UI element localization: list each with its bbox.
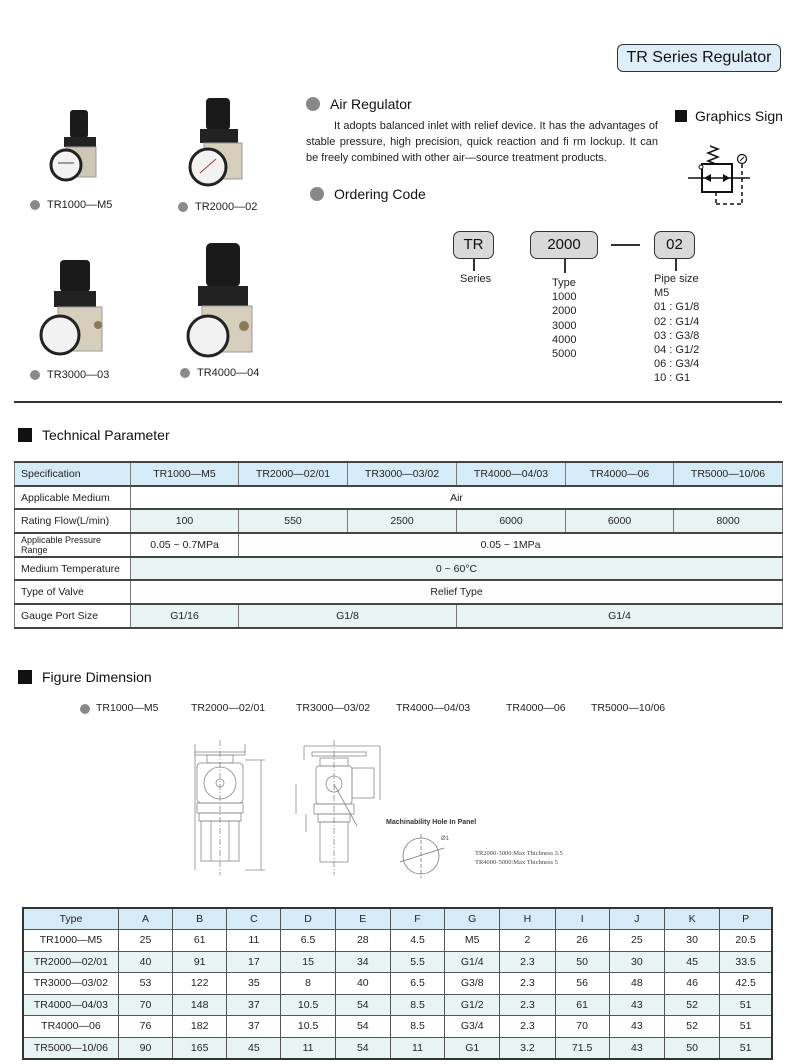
thickness-notes: TR2000-3000:Max Thichness 3.5 TR4000-5000:Max Thichness 5 [475, 850, 563, 866]
cell: 2.3 [500, 1016, 555, 1038]
cell: 43 [609, 994, 664, 1016]
square-bullet-icon [18, 670, 32, 684]
bullet-dot-icon [80, 704, 90, 714]
cell: 2.3 [500, 951, 555, 973]
bullet-dot-icon [180, 368, 190, 378]
header-cell: E [335, 908, 390, 930]
cell: 56 [555, 973, 609, 995]
table-row [15, 486, 783, 510]
cell: 2500 [348, 509, 457, 533]
row-label: TR4000—04/03 [23, 994, 118, 1016]
air-regulator-description: It adopts balanced inlet with relief device. It has the advantages of stable pressure, high precision, quick reaction and fi rm lockup. It can be freely combined with other air—source treatment products. [306, 120, 658, 164]
cell: 52 [664, 1016, 719, 1038]
cell: 43 [609, 1037, 664, 1059]
table-row [15, 557, 783, 581]
cell: 50 [555, 951, 609, 973]
cell: 6.5 [281, 930, 335, 952]
type-list: Type 1000 2000 3000 4000 5000 [552, 277, 577, 361]
header-cell: B [173, 908, 227, 930]
cell: 6000 [457, 509, 566, 533]
cell: 90 [118, 1037, 172, 1059]
row-label: Type of Valve [15, 580, 131, 604]
cell: 25 [118, 930, 172, 952]
cell: 76 [118, 1016, 172, 1038]
row-label: TR2000—02/01 [23, 951, 118, 973]
connector-line [675, 259, 677, 271]
cell: G1/4 [457, 604, 783, 628]
header-cell: F [390, 908, 444, 930]
cell: Relief Type [131, 580, 783, 604]
cell: 48 [609, 973, 664, 995]
model-label: TR3000—03/02 [296, 702, 371, 714]
cell: 54 [335, 1037, 390, 1059]
dimension-table [22, 907, 773, 1060]
model-label: TR4000—04/03 [396, 702, 471, 714]
cell: 8000 [674, 509, 783, 533]
cell: 50 [664, 1037, 719, 1059]
table-row [23, 930, 772, 952]
header-cell: A [118, 908, 172, 930]
cell: 40 [118, 951, 172, 973]
cell: 52 [664, 994, 719, 1016]
product-label: TR1000—M5 [30, 199, 112, 211]
cell: 11 [227, 930, 281, 952]
cell: 33.5 [720, 951, 772, 973]
cell: 34 [335, 951, 390, 973]
row-label: TR3000—03/02 [23, 973, 118, 995]
cell: 26 [555, 930, 609, 952]
cell: 122 [173, 973, 227, 995]
table-row [23, 994, 772, 1016]
ordering-code-heading: Ordering Code [310, 186, 426, 202]
cell: 51 [720, 1037, 772, 1059]
side-view-drawing [292, 740, 392, 880]
series-code-box: TR [453, 231, 494, 259]
header-cell: TR1000—M5 [131, 462, 239, 486]
header-cell: H [500, 908, 555, 930]
cell: 2.3 [500, 973, 555, 995]
header-cell: TR3000—03/02 [348, 462, 457, 486]
header-cell: C [227, 908, 281, 930]
pipe-code-box: 02 [654, 231, 695, 259]
cell: 51 [720, 994, 772, 1016]
row-label: Medium Temperature [15, 557, 131, 581]
cell: 45 [664, 951, 719, 973]
cell: 37 [227, 994, 281, 1016]
cell: 30 [609, 951, 664, 973]
header-cell: K [664, 908, 719, 930]
cell: 8.5 [390, 994, 444, 1016]
header-cell: TR4000—04/03 [457, 462, 566, 486]
graphics-sign-heading: Graphics Sign [675, 108, 783, 124]
product-label: TR2000—02 [178, 201, 258, 213]
model-label: TR4000—06 [506, 702, 566, 714]
header-cell: I [555, 908, 609, 930]
bullet-dot-icon [310, 187, 324, 201]
cell: 71.5 [555, 1037, 609, 1059]
header-cell: TR2000—02/01 [239, 462, 348, 486]
cell: 148 [173, 994, 227, 1016]
connector-line [473, 259, 475, 271]
cell: 8.5 [390, 1016, 444, 1038]
panel-hole-diameter: Ø1 [441, 836, 450, 842]
table-header-row [23, 908, 772, 930]
row-label: Applicable Pressure Range [15, 533, 131, 557]
cell: 2 [500, 930, 555, 952]
cell: 43 [609, 1016, 664, 1038]
row-label: TR5000—10/06 [23, 1037, 118, 1059]
table-row [15, 580, 783, 604]
header-cell: TR5000—10/06 [674, 462, 783, 486]
cell: G3/8 [445, 973, 500, 995]
cell: 10.5 [281, 994, 335, 1016]
cell: 550 [239, 509, 348, 533]
technical-parameter-table [14, 461, 783, 629]
row-label: TR4000—06 [23, 1016, 118, 1038]
cell: 70 [118, 994, 172, 1016]
cell: Air [131, 486, 783, 510]
header-cell: D [281, 908, 335, 930]
cell: 70 [555, 1016, 609, 1038]
cell: 0 ~ 60°C [131, 557, 783, 581]
square-bullet-icon [675, 110, 687, 122]
cell: 11 [281, 1037, 335, 1059]
header-cell: TR4000—06 [566, 462, 674, 486]
row-label: TR1000—M5 [23, 930, 118, 952]
cell: M5 [445, 930, 500, 952]
table-row [15, 604, 783, 628]
cell: 35 [227, 973, 281, 995]
product-tr1000 [30, 105, 112, 211]
cell: 10.5 [281, 1016, 335, 1038]
cell: 46 [664, 973, 719, 995]
pipe-size-list: Pipe size M5 01 : G1/8 02 : G1/4 03 : G3/8 04 : G1/2 06 : G3/4 10 : G1 [654, 273, 700, 385]
figure-dimension-heading: Figure Dimension [18, 669, 152, 685]
cell: 8 [281, 973, 335, 995]
cell: 182 [173, 1016, 227, 1038]
model-label: TR5000—10/06 [591, 702, 666, 714]
bullet-dot-icon [178, 202, 188, 212]
cell: 5.5 [390, 951, 444, 973]
cell: 54 [335, 994, 390, 1016]
table-row [23, 973, 772, 995]
table-row [15, 509, 783, 533]
series-label: Series [460, 273, 492, 285]
code-dash [611, 244, 640, 246]
product-label: TR3000—03 [30, 369, 120, 381]
header-cell: Type [23, 908, 118, 930]
row-label: Gauge Port Size [15, 604, 131, 628]
panel-hole-label: Machinability Hole In Panel [386, 819, 477, 826]
cell: 54 [335, 1016, 390, 1038]
cell: 51 [720, 1016, 772, 1038]
connector-line [564, 259, 566, 273]
cell: 165 [173, 1037, 227, 1059]
regulator-image [30, 105, 110, 195]
regulator-symbol-icon [688, 140, 778, 210]
cell: 25 [609, 930, 664, 952]
regulator-image [30, 255, 120, 365]
cell: G1/16 [131, 604, 239, 628]
cell: 30 [664, 930, 719, 952]
cell: 6000 [566, 509, 674, 533]
product-tr4000 [180, 240, 270, 379]
cell: 91 [173, 951, 227, 973]
cell: 0.05 ~ 1MPa [239, 533, 783, 557]
cell: 11 [390, 1037, 444, 1059]
model-label: TR2000—02/01 [191, 702, 266, 714]
table-row [15, 533, 783, 557]
cell: 6.5 [390, 973, 444, 995]
row-label: Rating Flow(L/min) [15, 509, 131, 533]
header-cell: Specification [15, 462, 131, 486]
model-label: TR1000—M5 [96, 702, 159, 714]
cell: 2.3 [500, 994, 555, 1016]
product-tr3000 [30, 255, 120, 381]
cell: 0.05 ~ 0.7MPa [131, 533, 239, 557]
row-label: Applicable Medium [15, 486, 131, 510]
table-row [23, 1037, 772, 1059]
type-code-box: 2000 [530, 231, 598, 259]
product-label: TR4000—04 [180, 367, 270, 379]
cell: G1/8 [239, 604, 457, 628]
bullet-dot-icon [306, 97, 320, 111]
technical-parameter-heading: Technical Parameter [18, 427, 170, 443]
bullet-dot-icon [30, 200, 40, 210]
cell: 42.5 [720, 973, 772, 995]
cell: G1 [445, 1037, 500, 1059]
figure-model-list [80, 702, 665, 714]
cell: G3/4 [445, 1016, 500, 1038]
air-regulator-heading: Air Regulator [306, 96, 412, 112]
cell: 15 [281, 951, 335, 973]
cell: 28 [335, 930, 390, 952]
section-divider [14, 401, 782, 403]
cell: 61 [173, 930, 227, 952]
header-cell: J [609, 908, 664, 930]
cell: 40 [335, 973, 390, 995]
cell: 100 [131, 509, 239, 533]
cell: G1/2 [445, 994, 500, 1016]
header-cell: G [445, 908, 500, 930]
cell: 61 [555, 994, 609, 1016]
cell: 20.5 [720, 930, 772, 952]
table-row [23, 1016, 772, 1038]
square-bullet-icon [18, 428, 32, 442]
cell: 17 [227, 951, 281, 973]
front-view-drawing [185, 740, 275, 880]
cell: G1/4 [445, 951, 500, 973]
regulator-image [178, 95, 258, 195]
table-header-row [15, 462, 783, 486]
product-tr2000 [178, 95, 258, 213]
header-cell: P [720, 908, 772, 930]
cell: 4.5 [390, 930, 444, 952]
bullet-dot-icon [30, 370, 40, 380]
page-title-badge: TR Series Regulator [617, 44, 781, 72]
cell: 45 [227, 1037, 281, 1059]
cell: 53 [118, 973, 172, 995]
table-row [23, 951, 772, 973]
regulator-image [180, 240, 270, 365]
cell: 37 [227, 1016, 281, 1038]
cell: 3.2 [500, 1037, 555, 1059]
